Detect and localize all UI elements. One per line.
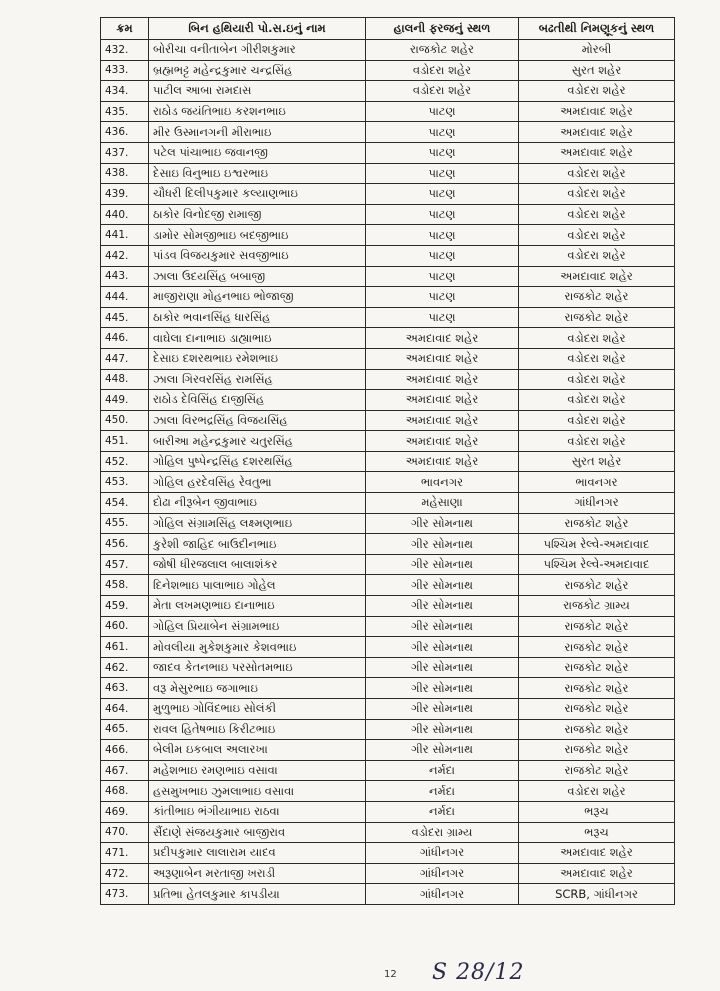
table-row <box>101 101 675 122</box>
current-posting-cell: પાટણ <box>366 225 519 246</box>
current-posting-cell: વડોદરા શહેર <box>366 60 519 81</box>
name-cell: ચૌધરી દિલીપકુમાર કલ્યાણભાઇ <box>149 184 366 205</box>
table-row <box>101 225 675 246</box>
current-posting-cell: ગીર સોમનાથ <box>366 699 519 720</box>
table-row <box>101 884 675 905</box>
name-cell: મુળુભાઇ ગોવિંદભાઇ સોલંકી <box>149 699 366 720</box>
new-posting-cell: ભાવનગર <box>519 472 675 493</box>
new-posting-cell: રાજકોટ શહેર <box>519 699 675 720</box>
current-posting-cell: પાટણ <box>366 204 519 225</box>
table-row <box>101 513 675 534</box>
name-cell: બ્રહ્મભટ્ટ મહેન્દ્રકુમાર ચન્દ્રસિંહ <box>149 60 366 81</box>
table-row <box>101 575 675 596</box>
name-cell: દિનેશભાઇ પાલાભાઇ ગોહેલ <box>149 575 366 596</box>
name-cell: જાદવ કેતનભાઇ પરસોતમભાઇ <box>149 657 366 678</box>
new-posting-cell: વડોદરા શહેર <box>519 390 675 411</box>
name-cell: ઠાકોર વિનોદજી રામાજી <box>149 204 366 225</box>
serial-cell: 447. <box>101 348 149 369</box>
serial-cell: 445. <box>101 307 149 328</box>
table-row <box>101 348 675 369</box>
name-cell: ઝાલા ગિરવરસિંહ રામસિંહ <box>149 369 366 390</box>
new-posting-cell: રાજકોટ શહેર <box>519 637 675 658</box>
new-posting-cell: વડોદરા શહેર <box>519 163 675 184</box>
serial-cell: 471. <box>101 843 149 864</box>
name-cell: કાંતીભાઇ ભંગીયાભાઇ રાઠવા <box>149 801 366 822</box>
serial-cell: 450. <box>101 410 149 431</box>
name-cell: દોઢા નીરૂબેન જીવાભાઇ <box>149 493 366 514</box>
current-posting-cell: ગીર સોમનાથ <box>366 616 519 637</box>
current-posting-cell: પાટણ <box>366 184 519 205</box>
header-current-posting: હાલની ફરજનું સ્થળ <box>366 18 519 40</box>
serial-cell: 436. <box>101 122 149 143</box>
new-posting-cell: અમદાવાદ શહેર <box>519 266 675 287</box>
serial-cell: 456. <box>101 534 149 555</box>
table-row <box>101 390 675 411</box>
current-posting-cell: નર્મદા <box>366 760 519 781</box>
table-row <box>101 678 675 699</box>
name-cell: ગોહિલ હરદેવસિંહ રેવતુભા <box>149 472 366 493</box>
new-posting-cell: રાજકોટ શહેર <box>519 307 675 328</box>
serial-cell: 453. <box>101 472 149 493</box>
current-posting-cell: નર્મદા <box>366 781 519 802</box>
current-posting-cell: અમદાવાદ શહેર <box>366 328 519 349</box>
new-posting-cell: રાજકોટ શહેર <box>519 740 675 761</box>
table-row <box>101 637 675 658</box>
serial-cell: 438. <box>101 163 149 184</box>
new-posting-cell: રાજકોટ શહેર <box>519 678 675 699</box>
serial-cell: 462. <box>101 657 149 678</box>
new-posting-cell: રાજકોટ શહેર <box>519 657 675 678</box>
table-row <box>101 40 675 61</box>
new-posting-cell: અમદાવાદ શહેર <box>519 101 675 122</box>
name-cell: માજીરાણા મોહનભાઇ ભોજાજી <box>149 287 366 308</box>
page-number: 12 <box>384 969 397 980</box>
table-row <box>101 493 675 514</box>
current-posting-cell: ગાંધીનગર <box>366 884 519 905</box>
current-posting-cell: નર્મદા <box>366 801 519 822</box>
current-posting-cell: મહેસાણા <box>366 493 519 514</box>
name-cell: પટેલ પાંચાભાઇ જવાનજી <box>149 142 366 163</box>
new-posting-cell: ગાંધીનગર <box>519 493 675 514</box>
serial-cell: 449. <box>101 390 149 411</box>
serial-cell: 435. <box>101 101 149 122</box>
new-posting-cell: વડોદરા શહેર <box>519 348 675 369</box>
serial-cell: 444. <box>101 287 149 308</box>
name-cell: ઝાલા વિરભદ્રસિંહ વિજયસિંહ <box>149 410 366 431</box>
new-posting-cell: ભરૂચ <box>519 801 675 822</box>
name-cell: સૈંદાણે સંજયકુમાર બાજીરાવ <box>149 822 366 843</box>
current-posting-cell: ગીર સોમનાથ <box>366 637 519 658</box>
serial-cell: 446. <box>101 328 149 349</box>
current-posting-cell: ભાવનગર <box>366 472 519 493</box>
new-posting-cell: વડોદરા શહેર <box>519 369 675 390</box>
table-row <box>101 307 675 328</box>
current-posting-cell: પાટણ <box>366 266 519 287</box>
serial-cell: 463. <box>101 678 149 699</box>
new-posting-cell: વડોદરા શહેર <box>519 184 675 205</box>
serial-cell: 460. <box>101 616 149 637</box>
table-row <box>101 142 675 163</box>
name-cell: રાઠોડ દેવિસિંહ દાજીસિંહ <box>149 390 366 411</box>
new-posting-cell: વડોદરા શહેર <box>519 431 675 452</box>
new-posting-cell: સુરત શહેર <box>519 451 675 472</box>
name-cell: ઝાલા ઉદયસિંહ બબાજી <box>149 266 366 287</box>
new-posting-cell: પશ્ચિમ રેલ્વે-અમદાવાદ <box>519 534 675 555</box>
table-row <box>101 163 675 184</box>
serial-cell: 432. <box>101 40 149 61</box>
new-posting-cell: રાજકોટ શહેર <box>519 513 675 534</box>
name-cell: પાટીલ આબા રામદાસ <box>149 81 366 102</box>
table-row <box>101 781 675 802</box>
table-row <box>101 843 675 864</box>
name-cell: ગોહિલ પ્રિયાબેન સંગ્રામભાઇ <box>149 616 366 637</box>
name-cell: ડામોર સોમજીભાઇ બદજીભાઇ <box>149 225 366 246</box>
name-cell: વરૂ મેસુરભાઇ જગાભાઇ <box>149 678 366 699</box>
serial-cell: 451. <box>101 431 149 452</box>
name-cell: રાવલ હિતેષભાઇ કિરીટભાઇ <box>149 719 366 740</box>
current-posting-cell: અમદાવાદ શહેર <box>366 369 519 390</box>
current-posting-cell: પાટણ <box>366 287 519 308</box>
serial-cell: 459. <box>101 596 149 617</box>
new-posting-cell: રાજકોટ શહેર <box>519 760 675 781</box>
new-posting-cell: SCRB, ગાંધીનગર <box>519 884 675 905</box>
name-cell: હસમુખભાઇ ઝુમલાભાઇ વસાવા <box>149 781 366 802</box>
name-cell: મહેશભાઇ રમણભાઇ વસાવા <box>149 760 366 781</box>
table-row <box>101 287 675 308</box>
handwritten-signature: S 28/12 <box>432 960 525 985</box>
new-posting-cell: વડોદરા શહેર <box>519 781 675 802</box>
serial-cell: 457. <box>101 554 149 575</box>
new-posting-cell: અમદાવાદ શહેર <box>519 863 675 884</box>
table-row <box>101 328 675 349</box>
serial-cell: 468. <box>101 781 149 802</box>
new-posting-cell: અમદાવાદ શહેર <box>519 122 675 143</box>
current-posting-cell: ગીર સોમનાથ <box>366 513 519 534</box>
new-posting-cell: વડોદરા શહેર <box>519 328 675 349</box>
current-posting-cell: ગાંધીનગર <box>366 843 519 864</box>
table-row <box>101 451 675 472</box>
current-posting-cell: ગીર સોમનાથ <box>366 678 519 699</box>
current-posting-cell: પાટણ <box>366 307 519 328</box>
current-posting-cell: ગીર સોમનાથ <box>366 534 519 555</box>
new-posting-cell: સુરત શહેર <box>519 60 675 81</box>
new-posting-cell: ભરૂચ <box>519 822 675 843</box>
serial-cell: 469. <box>101 801 149 822</box>
serial-cell: 464. <box>101 699 149 720</box>
table-row <box>101 245 675 266</box>
current-posting-cell: રાજકોટ શહેર <box>366 40 519 61</box>
serial-cell: 454. <box>101 493 149 514</box>
table-row <box>101 863 675 884</box>
current-posting-cell: અમદાવાદ શહેર <box>366 431 519 452</box>
table-row <box>101 760 675 781</box>
name-cell: મોવલીયા મુકેશકુમાર કેશવભાઇ <box>149 637 366 658</box>
current-posting-cell: પાટણ <box>366 245 519 266</box>
serial-cell: 472. <box>101 863 149 884</box>
table-row <box>101 657 675 678</box>
new-posting-cell: રાજકોટ શહેર <box>519 719 675 740</box>
new-posting-cell: વડોદરા શહેર <box>519 245 675 266</box>
table-row <box>101 204 675 225</box>
table-header-row <box>101 18 675 40</box>
header-serial: ક્રમ <box>101 18 149 40</box>
table-row <box>101 596 675 617</box>
current-posting-cell: ગીર સોમનાથ <box>366 575 519 596</box>
name-cell: વાઘેલા દાનાભાઇ ડાહ્યાભાઇ <box>149 328 366 349</box>
current-posting-cell: ગીર સોમનાથ <box>366 719 519 740</box>
current-posting-cell: ગીર સોમનાથ <box>366 657 519 678</box>
current-posting-cell: પાટણ <box>366 163 519 184</box>
table-row <box>101 801 675 822</box>
name-cell: અરૂણાબેન મરતાજી ખરાડી <box>149 863 366 884</box>
name-cell: દેસાઇ દશરથભાઇ રમેશભાઇ <box>149 348 366 369</box>
name-cell: બોરીચા વનીતાબેન ગીરીશકુમાર <box>149 40 366 61</box>
name-cell: પાંડવ વિજયકુમાર સવજીભાઇ <box>149 245 366 266</box>
name-cell: ઠાકોર ભવાનસિંહ ધારસિંહ <box>149 307 366 328</box>
table-row <box>101 472 675 493</box>
table-body <box>101 40 675 905</box>
name-cell: પ્રતિભા હેતલકુમાર કાપડીયા <box>149 884 366 905</box>
new-posting-cell: અમદાવાદ શહેર <box>519 142 675 163</box>
current-posting-cell: પાટણ <box>366 142 519 163</box>
current-posting-cell: ગીર સોમનાથ <box>366 740 519 761</box>
serial-cell: 433. <box>101 60 149 81</box>
current-posting-cell: પાટણ <box>366 122 519 143</box>
serial-cell: 434. <box>101 81 149 102</box>
current-posting-cell: ગીર સોમનાથ <box>366 554 519 575</box>
serial-cell: 473. <box>101 884 149 905</box>
serial-cell: 440. <box>101 204 149 225</box>
name-cell: મીર ઉસ્માનગની મીરાભાઇ <box>149 122 366 143</box>
name-cell: બારીઆ મહેન્દ્રકુમાર ચતુરસિંહ <box>149 431 366 452</box>
table-row <box>101 122 675 143</box>
current-posting-cell: વડોદરા શહેર <box>366 81 519 102</box>
new-posting-cell: વડોદરા શહેર <box>519 225 675 246</box>
table-row <box>101 431 675 452</box>
name-cell: ગોહિલ સંગ્રામસિંહ લક્ષ્મણભાઇ <box>149 513 366 534</box>
table-row <box>101 719 675 740</box>
new-posting-cell: રાજકોટ શહેર <box>519 287 675 308</box>
new-posting-cell: વડોદરા શહેર <box>519 410 675 431</box>
table-row <box>101 184 675 205</box>
serial-cell: 466. <box>101 740 149 761</box>
name-cell: પ્રદીપકુમાર લાલારામ યાદવ <box>149 843 366 864</box>
name-cell: દેસાઇ વિનુભાઇ ઇશ્વરભાઇ <box>149 163 366 184</box>
table-row <box>101 60 675 81</box>
name-cell: બેલીમ ઇકબાલ અલારખા <box>149 740 366 761</box>
table-row <box>101 740 675 761</box>
new-posting-cell: રાજકોટ શહેર <box>519 575 675 596</box>
serial-cell: 437. <box>101 142 149 163</box>
table-row <box>101 534 675 555</box>
current-posting-cell: અમદાવાદ શહેર <box>366 410 519 431</box>
current-posting-cell: પાટણ <box>366 101 519 122</box>
name-cell: ગોહિલ પુષ્પેન્દ્રસિંહ દશરથસિંહ <box>149 451 366 472</box>
name-cell: કુરેશી જાહિદ બાઉદીનભાઇ <box>149 534 366 555</box>
new-posting-cell: પશ્ચિમ રેલ્વે-અમદાવાદ <box>519 554 675 575</box>
serial-cell: 470. <box>101 822 149 843</box>
serial-cell: 452. <box>101 451 149 472</box>
table-row <box>101 822 675 843</box>
header-name: બિન હથિયારી પો.સ.ઇનું નામ <box>149 18 366 40</box>
serial-cell: 443. <box>101 266 149 287</box>
serial-cell: 465. <box>101 719 149 740</box>
serial-cell: 442. <box>101 245 149 266</box>
table-row <box>101 266 675 287</box>
table-row <box>101 410 675 431</box>
name-cell: મેતા લખમણભાઇ દાનાભાઇ <box>149 596 366 617</box>
current-posting-cell: અમદાવાદ શહેર <box>366 451 519 472</box>
current-posting-cell: ગીર સોમનાથ <box>366 596 519 617</box>
table-row <box>101 369 675 390</box>
serial-cell: 441. <box>101 225 149 246</box>
current-posting-cell: ગાંધીનગર <box>366 863 519 884</box>
current-posting-cell: અમદાવાદ શહેર <box>366 348 519 369</box>
serial-cell: 467. <box>101 760 149 781</box>
new-posting-cell: અમદાવાદ શહેર <box>519 843 675 864</box>
new-posting-cell: મોરબી <box>519 40 675 61</box>
current-posting-cell: અમદાવાદ શહેર <box>366 390 519 411</box>
table-row <box>101 699 675 720</box>
serial-cell: 439. <box>101 184 149 205</box>
table-row <box>101 81 675 102</box>
table-row <box>101 616 675 637</box>
new-posting-cell: વડોદરા શહેર <box>519 81 675 102</box>
serial-cell: 448. <box>101 369 149 390</box>
promotion-table <box>100 17 675 905</box>
new-posting-cell: રાજકોટ શહેર <box>519 616 675 637</box>
name-cell: જોષી ધીરજલાલ બાલાશંકર <box>149 554 366 575</box>
name-cell: રાઠોડ જયંતિભાઇ કરશનભાઇ <box>149 101 366 122</box>
header-new-posting: બઢતીથી નિમણૂકનું સ્થળ <box>519 18 675 40</box>
serial-cell: 461. <box>101 637 149 658</box>
new-posting-cell: રાજકોટ ગ્રામ્ય <box>519 596 675 617</box>
serial-cell: 458. <box>101 575 149 596</box>
new-posting-cell: વડોદરા શહેર <box>519 204 675 225</box>
serial-cell: 455. <box>101 513 149 534</box>
current-posting-cell: વડોદરા ગ્રામ્ય <box>366 822 519 843</box>
table-row <box>101 554 675 575</box>
